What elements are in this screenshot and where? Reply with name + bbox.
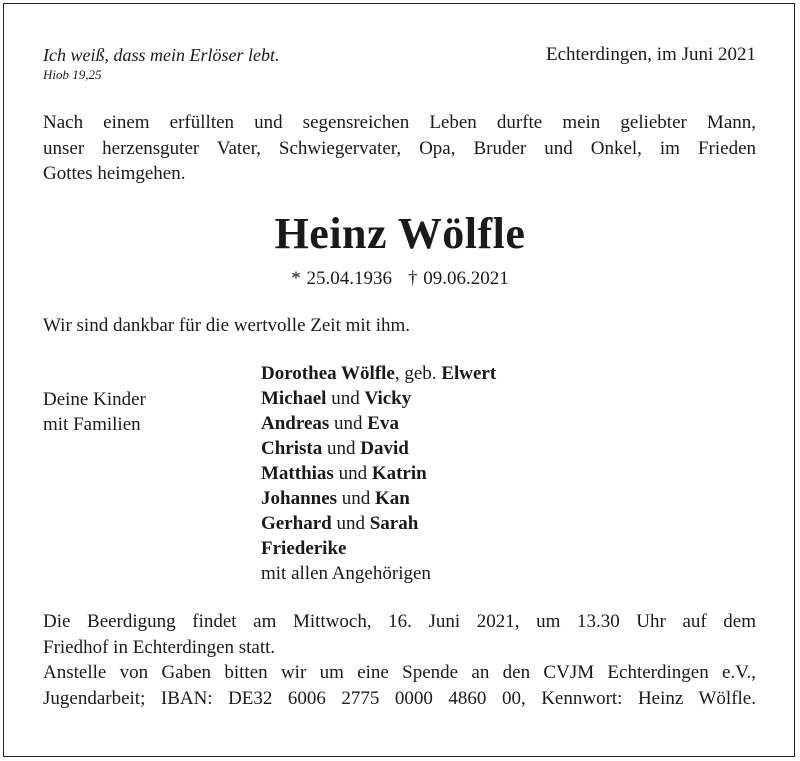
family-member [261,436,496,461]
member-joiner: und [331,513,370,534]
death-date: † 09.06.2021 [408,268,509,289]
children-label: Deine Kinder [43,389,146,410]
funeral-line: Die Beerdigung findet am Mittwoch, 16. Juni 2021, um 13.30 Uhr auf dem [43,611,756,632]
member-name: Katrin [371,463,427,484]
member-name: Kan [375,488,410,509]
member-name: Matthias [261,463,334,484]
donation-line: Jugendarbeit; IBAN: DE32 6006 2775 0000 4860 00, Kennwort: Heinz Wölfle. [43,687,756,709]
family-member [261,361,496,386]
member-name: Michael [261,388,327,409]
life-dates [0,267,800,291]
member-name: Johannes [261,488,338,509]
member-name: Sarah [369,513,419,534]
family-list [261,361,496,586]
donation-line: Anstelle von Gaben bitten wir um eine Spende an den CVJM Echterdingen e.V., [43,662,756,683]
family-member [261,536,496,561]
member-name: Elwert [441,363,497,384]
intro-line: unser herzensguter Vater, Schwiegervater, Opa, Bruder und Onkel, im Frieden [43,137,756,159]
intro-line: Nach einem erfüllten und segensreichen Leben durfte mein geliebter Mann, [43,112,756,133]
member-joiner: , geb. [394,363,442,384]
member-joiner: und [337,488,376,509]
member-name: David [360,438,409,459]
family-closing: mit allen Angehörigen [261,563,431,584]
member-joiner: und [333,463,372,484]
member-name: Gerhard [261,513,332,534]
member-name: Dorothea Wölfle [261,363,395,384]
quote-source: Hiob 19,25 [43,67,102,82]
family-member [261,461,496,486]
intro-paragraph [43,110,756,187]
member-joiner: und [322,438,361,459]
family-member [261,411,496,436]
bible-quote: Ich weiß, dass mein Erlöser lebt. [43,45,280,65]
families-label: mit Familien [43,414,141,435]
member-joiner: und [329,413,368,434]
intro-line: Gottes heimgehen. [43,163,186,184]
family-member [261,386,496,411]
funeral-line: Friedhof in Echterdingen statt. [43,636,276,658]
member-name: Christa [261,438,323,459]
member-name: Eva [367,413,399,434]
member-joiner: und [326,388,365,409]
member-name: Vicky [364,388,412,409]
family-left-label [43,387,146,437]
member-name: Friederike [261,538,347,559]
birth-date: * 25.04.1936 [291,268,392,289]
thanks-line: Wir sind dankbar für die wertvolle Zeit mit ihm. [43,315,411,336]
family-member [261,511,496,536]
funeral-paragraph [43,609,756,660]
family-member [261,486,496,511]
donation-paragraph [43,660,756,711]
member-name: Andreas [261,413,330,434]
place-date: Echterdingen, im Juni 2021 [545,44,756,65]
deceased-name: Heinz Wölfle [274,209,526,258]
